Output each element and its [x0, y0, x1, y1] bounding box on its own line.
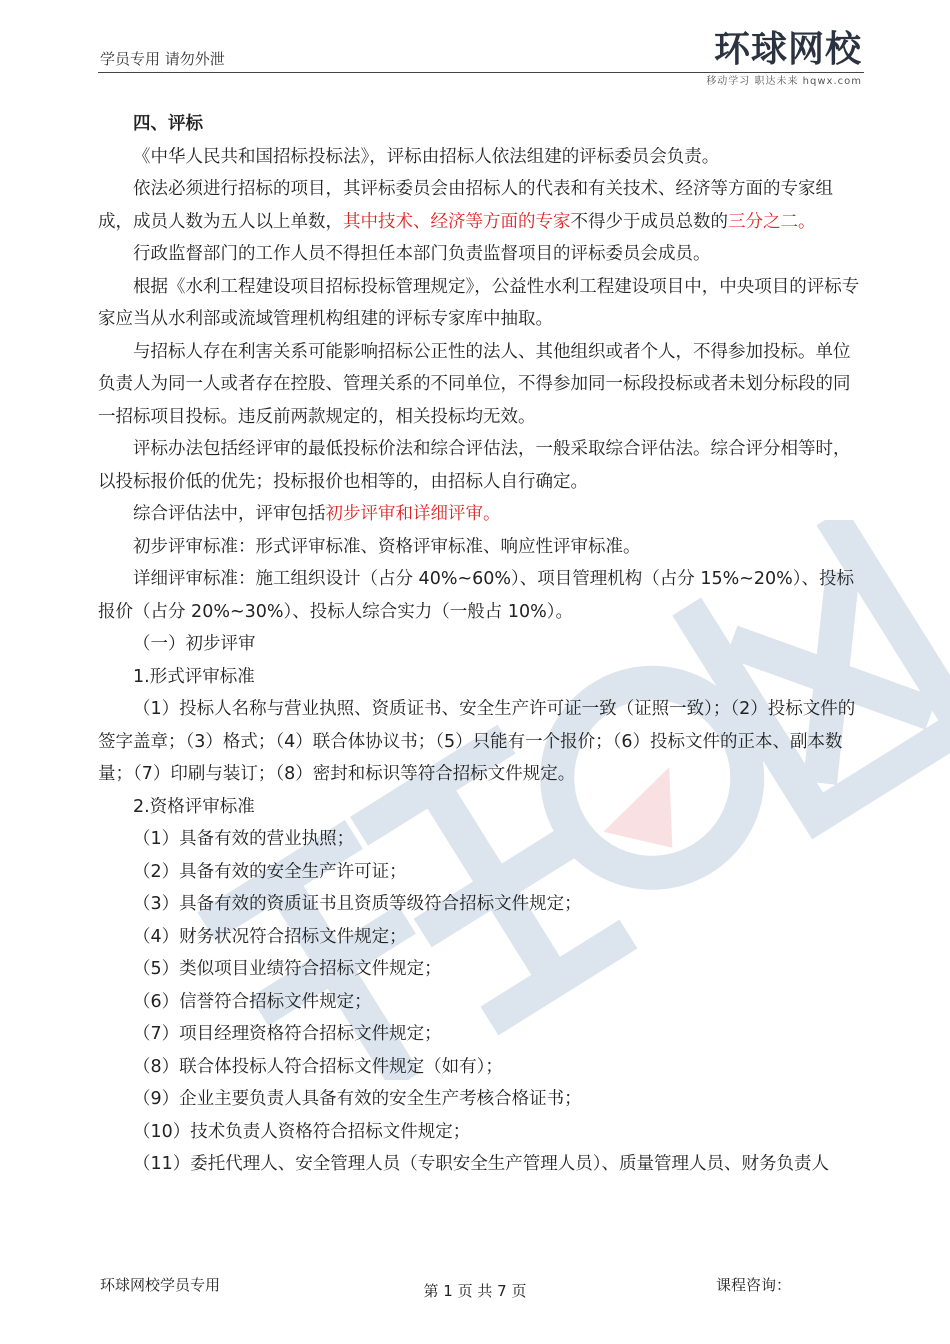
list-item: （3）具备有效的资质证书且资质等级符合招标文件规定；: [133, 894, 582, 914]
paragraph: （1）投标人名称与营业执照、资质证书、安全生产许可证一致（证照一致）；（2）投标文件的签字盖章；（3）格式；（4）联合体协议书；（5）只能有一个报价；（6）投标文件的正本、副本数量；（7）印刷与装订；（8）密封和标识等符合招标文件规定。: [98, 699, 856, 784]
header-divider: [98, 72, 864, 73]
subsection-heading: （一）初步评审: [133, 634, 256, 654]
list-item: （1）具备有效的营业执照；: [133, 829, 355, 849]
list-item: （4）财务状况符合招标文件规定；: [133, 926, 407, 947]
paragraph: [98, 173, 864, 238]
list-item: （10）技术负责人资格符合招标文件规定；: [133, 1121, 471, 1142]
paragraph: [98, 498, 864, 531]
text-run: 不得少于成员总数的: [570, 211, 728, 232]
paragraph: 详细评审标准：施工组织设计（占分 40%~60%）、项目管理机构（占分 15%~20%）、投标报价（占分 20%~30%）、投标人综合实力（一般占 10%）。: [98, 569, 855, 622]
list-item: （6）信誉符合招标文件规定；: [133, 991, 372, 1012]
highlight-text: 初步评审和详细评审。: [325, 504, 501, 524]
subsection-heading: 2.资格评审标准: [133, 796, 255, 817]
highlight-text: 其中技术、经济等方面的专家: [343, 211, 571, 232]
list-item: （11）委托代理人、安全管理人员（专职安全生产管理人员）、质量管理人员、财务负责人: [133, 1154, 830, 1174]
list-item: （2）具备有效的安全生产许可证；: [133, 861, 407, 882]
logo-slogan: 移动学习 职达未来 hqwx.com: [706, 76, 862, 87]
paragraph: 初步评审标准：形式评审标准、资格评审标准、响应性评审标准。: [133, 536, 641, 557]
page-number: 第 1 页 共 7 页: [423, 1282, 527, 1300]
paragraph: 行政监督部门的工作人员不得担任本部门负责监督项目的评标委员会成员。: [133, 244, 711, 264]
list-item: （7）项目经理资格符合招标文件规定；: [133, 1024, 442, 1044]
subsection-heading: 1.形式评审标准: [133, 666, 255, 687]
paragraph: 根据《水利工程建设项目招标投标管理规定》，公益性水利工程建设项目中，中央项目的评标专家应当从水利部或流域管理机构组建的评标专家库中抽取。: [98, 276, 860, 329]
footer-left: 环球网校学员专用: [100, 1276, 221, 1294]
list-item: （8）联合体投标人符合招标文件规定（如有）；: [133, 1056, 503, 1077]
document-body: [98, 108, 864, 1181]
paragraph: 《中华人民共和国招标投标法》，评标由招标人依法组建的评标委员会负责。: [133, 146, 720, 167]
paragraph: 与招标人存在利害关系可能影响招标公正性的法人、其他组织或者个人，不得参加投标。单位负责人为同一人或者存在控股、管理关系的不同单位，不得参加同一标段投标或者未划分标段的同一招标项目投标。违反前两款规定的，相关投标均无效。: [98, 341, 851, 427]
section-heading: 四、评标: [133, 114, 203, 134]
brand-logo: [706, 30, 862, 87]
footer-consult: 课程咨询：: [716, 1276, 792, 1294]
text-run: 综合评估法中，评审包括: [133, 504, 326, 524]
paragraph: 评标办法包括经评审的最低投标价法和综合评估法，一般采取综合评估法。综合评分相等时，以投标报价低的优先；投标报价也相等的，由招标人自行确定。: [98, 439, 851, 492]
highlight-text: 三分之二。: [728, 211, 816, 232]
text-run: 依法必须进行招标的项目，其评标委员会由招标人的代表和有关技术、经济等方面的专家组成，成员人数为五人以上单数，: [98, 179, 833, 232]
list-item: （5）类似项目业绩符合招标文件规定；: [133, 959, 442, 979]
list-item: （9）企业主要负责人具备有效的安全生产考核合格证书；: [133, 1089, 582, 1109]
header-notice: 学员专用 请勿外泄: [100, 50, 225, 68]
logo-text: 环球网校: [713, 29, 862, 70]
